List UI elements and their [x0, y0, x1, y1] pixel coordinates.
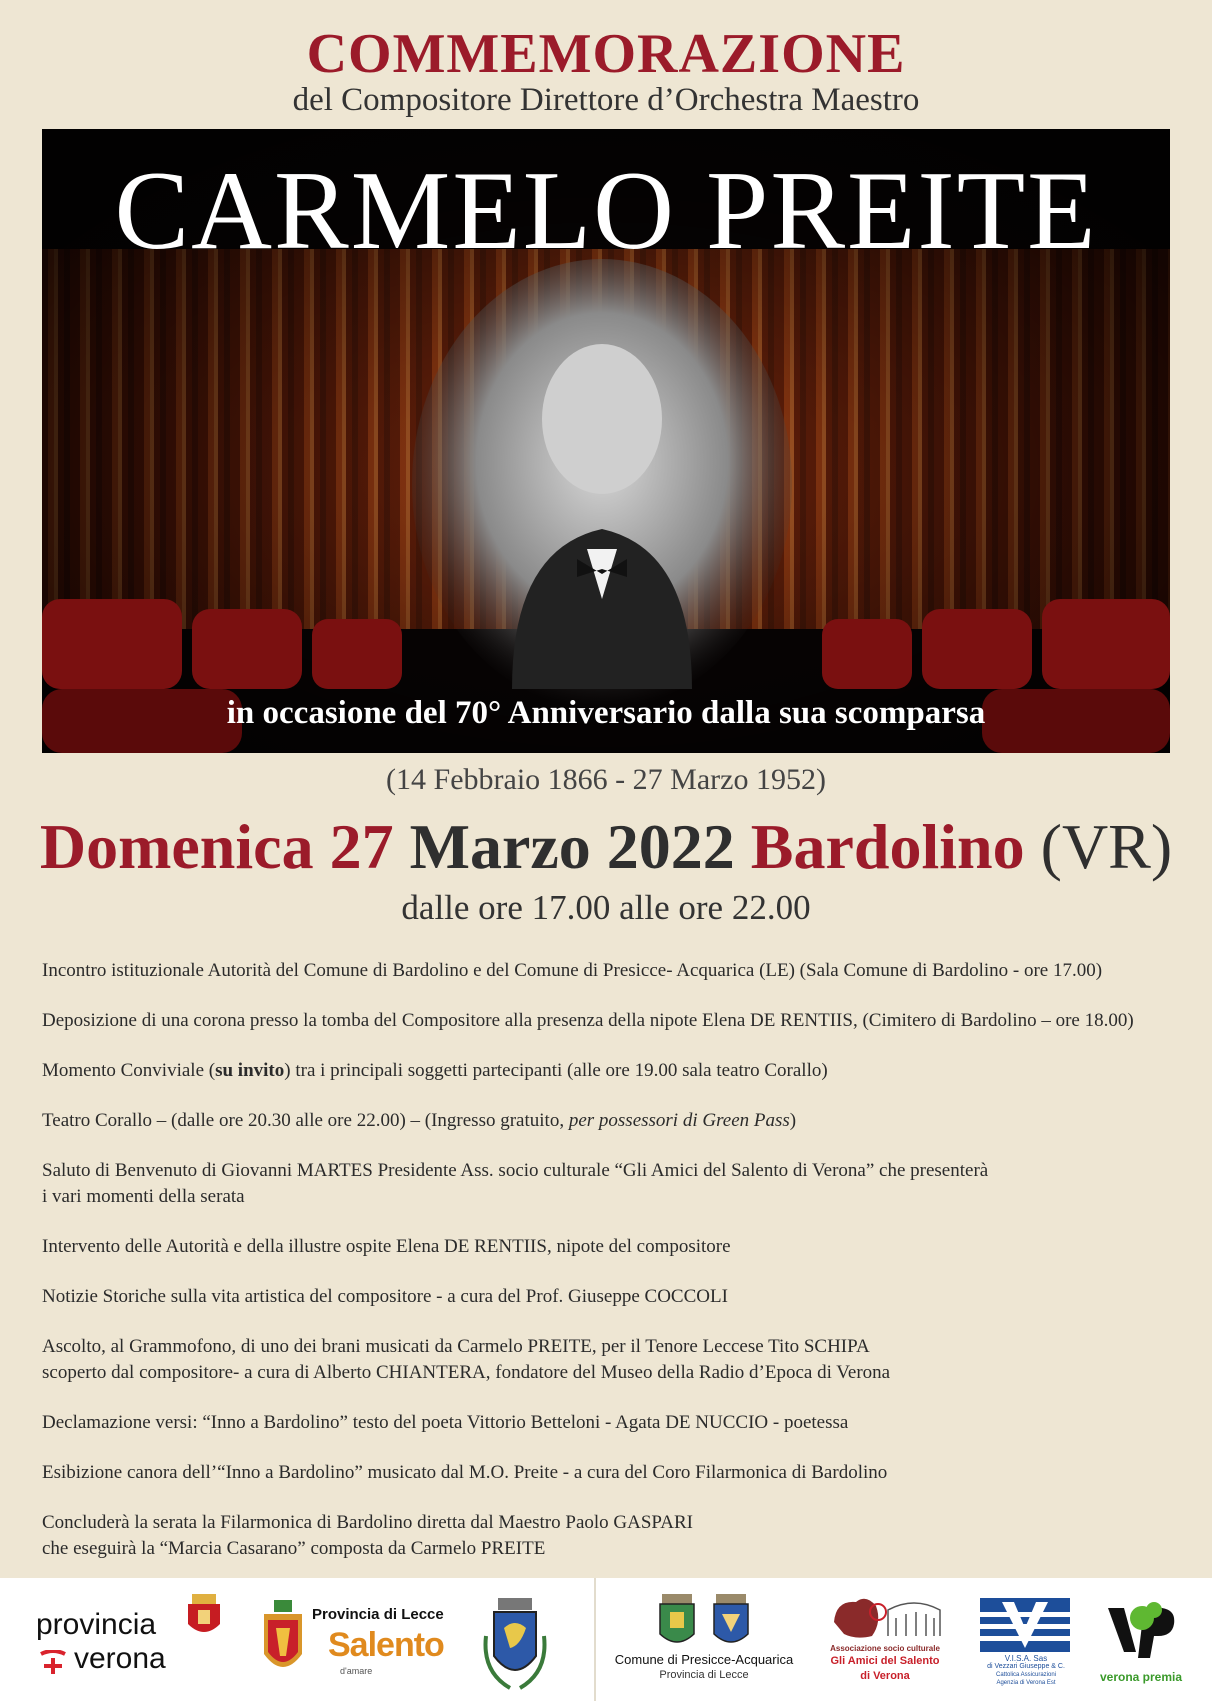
- amici-salento-logo: [820, 1592, 950, 1696]
- program-item: [42, 1510, 1182, 1562]
- logo-text: verona: [74, 1642, 166, 1675]
- verona-crest-icon: [184, 1592, 224, 1642]
- bardolino-crest-logo: [480, 1596, 550, 1692]
- program-item: Esibizione canora dell’“Inno a Bardolino” musicato dal M.O. Preite - a cura del Coro Filarmonica di Bardolino: [42, 1462, 888, 1483]
- program-line: Saluto di Benvenuto di Giovanni MARTES Presidente Ass. socio culturale “Gli Amici del Salento di Verona” che presenterà: [42, 1160, 989, 1181]
- logo-text: V.I.S.A. Sas: [1004, 1654, 1048, 1663]
- logo-text: Provincia di Lecce: [659, 1669, 749, 1681]
- logo-text: provincia: [36, 1608, 157, 1641]
- verona-premia-emblem-icon: [1104, 1600, 1178, 1666]
- visa-mark-icon: [980, 1598, 1070, 1652]
- banner-photo: [42, 129, 1170, 753]
- program-item: [42, 1334, 1182, 1386]
- honoree-name: CARMELO PREITE: [114, 149, 1098, 273]
- logo-text: Provincia di Lecce: [312, 1606, 444, 1623]
- program-item: Declamazione versi: “Inno a Bardolino” testo del poeta Vittorio Betteloni - Agata DE NUCCIO - poetessa: [42, 1412, 849, 1433]
- event-place: Bardolino: [750, 811, 1025, 882]
- page-title: COMMEMORAZIONE: [306, 23, 906, 85]
- provincia-verona-logo: [36, 1606, 226, 1686]
- logo-text: Agenzia di Verona Est: [996, 1680, 1056, 1686]
- footer-divider: [594, 1578, 596, 1701]
- program-item: Notizie Storiche sulla vita artistica del compositore - a cura del Prof. Giuseppe COCCOLI: [42, 1286, 728, 1307]
- logo-text: Cattolica Assicurazioni: [995, 1672, 1057, 1678]
- verona-premia-logo: [1096, 1600, 1186, 1692]
- program-line: che eseguirà la “Marcia Casarano” composta da Carmelo PREITE: [42, 1538, 546, 1559]
- lifespan-dates: (14 Febbraio 1866 - 27 Marzo 1952): [386, 763, 826, 796]
- program-item: [42, 1108, 1182, 1134]
- logo-text: di Vezzari Giuseppe & C.: [987, 1663, 1065, 1670]
- program-item: Incontro istituzionale Autorità del Comune di Bardolino e del Comune di Presicce- Acquarica (LE) (Sala Comune di Bardolino - ore 17.00): [42, 960, 1103, 981]
- lecce-crest-icon: [258, 1598, 308, 1682]
- visa-logo: [978, 1598, 1074, 1690]
- program-text: ) tra i principali soggetti partecipanti (alle ore 19.00 sala teatro Corallo): [284, 1060, 828, 1081]
- logo-text: Associazione socio culturale: [830, 1644, 940, 1653]
- program-emphasis: su invito: [215, 1060, 285, 1081]
- event-hours: dalle ore 17.00 alle ore 22.00: [401, 888, 811, 927]
- program-line: scoperto dal compositore- a cura di Alberto CHIANTERA, fondatore del Museo della Radio d’Epoca di Verona: [42, 1362, 891, 1383]
- program-item: Intervento delle Autorità e della illustre ospite Elena DE RENTIIS, nipote del compositore: [42, 1236, 731, 1257]
- program-item: Deposizione di una corona presso la tomba del Compositore alla presenza della nipote Elena DE RENTIIS, (Cimitero di Bardolino – ore 18.00): [42, 1010, 1134, 1031]
- program-emphasis: per possessori di Green Pass: [568, 1110, 790, 1131]
- program-item: [42, 1158, 1182, 1210]
- program-text: Momento Conviviale (: [42, 1060, 216, 1081]
- presicce-acquarica-logo: [604, 1592, 804, 1697]
- amici-salento-emblem-icon: [826, 1592, 944, 1642]
- program-line: Concluderà la serata la Filarmonica di Bardolino diretta dal Maestro Paolo GASPARI: [42, 1512, 693, 1533]
- program-item: [42, 1058, 1182, 1084]
- program-line: i vari momenti della serata: [42, 1186, 245, 1207]
- event-month-year: Marzo 2022: [393, 811, 751, 882]
- event-date-location: [0, 810, 1212, 884]
- program-text: Teatro Corallo – (dalle ore 20.30 alle ore 22.00) – (Ingresso gratuito,: [42, 1110, 569, 1131]
- event-province: (VR): [1024, 811, 1173, 882]
- logo-text: di Verona: [860, 1670, 910, 1682]
- program-list: [42, 958, 1182, 1586]
- verona-mark-icon: [38, 1650, 68, 1676]
- page-subtitle: del Compositore Direttore d’Orchestra Maestro: [292, 82, 920, 118]
- logo-text: verona premia: [1099, 1670, 1183, 1684]
- logo-text: d'amare: [340, 1666, 373, 1676]
- logo-text: Gli Amici del Salento: [830, 1655, 940, 1667]
- provincia-lecce-logo: [258, 1598, 458, 1688]
- program-line: Ascolto, al Grammofono, di uno dei brani musicati da Carmelo PREITE, per il Tenore Leccese Tito SCHIPA: [42, 1336, 870, 1357]
- presicce-crests-icon: [656, 1592, 756, 1650]
- event-day: Domenica 27: [39, 811, 394, 882]
- sponsor-footer: [0, 1578, 1212, 1701]
- logo-text: Comune di Presicce-Acquarica: [614, 1652, 794, 1667]
- bardolino-crest-icon: [480, 1596, 550, 1692]
- logo-text: Salento: [328, 1626, 444, 1664]
- occasion-text: in occasione del 70° Anniversario dalla sua scomparsa: [226, 695, 986, 731]
- program-text: ): [789, 1110, 797, 1131]
